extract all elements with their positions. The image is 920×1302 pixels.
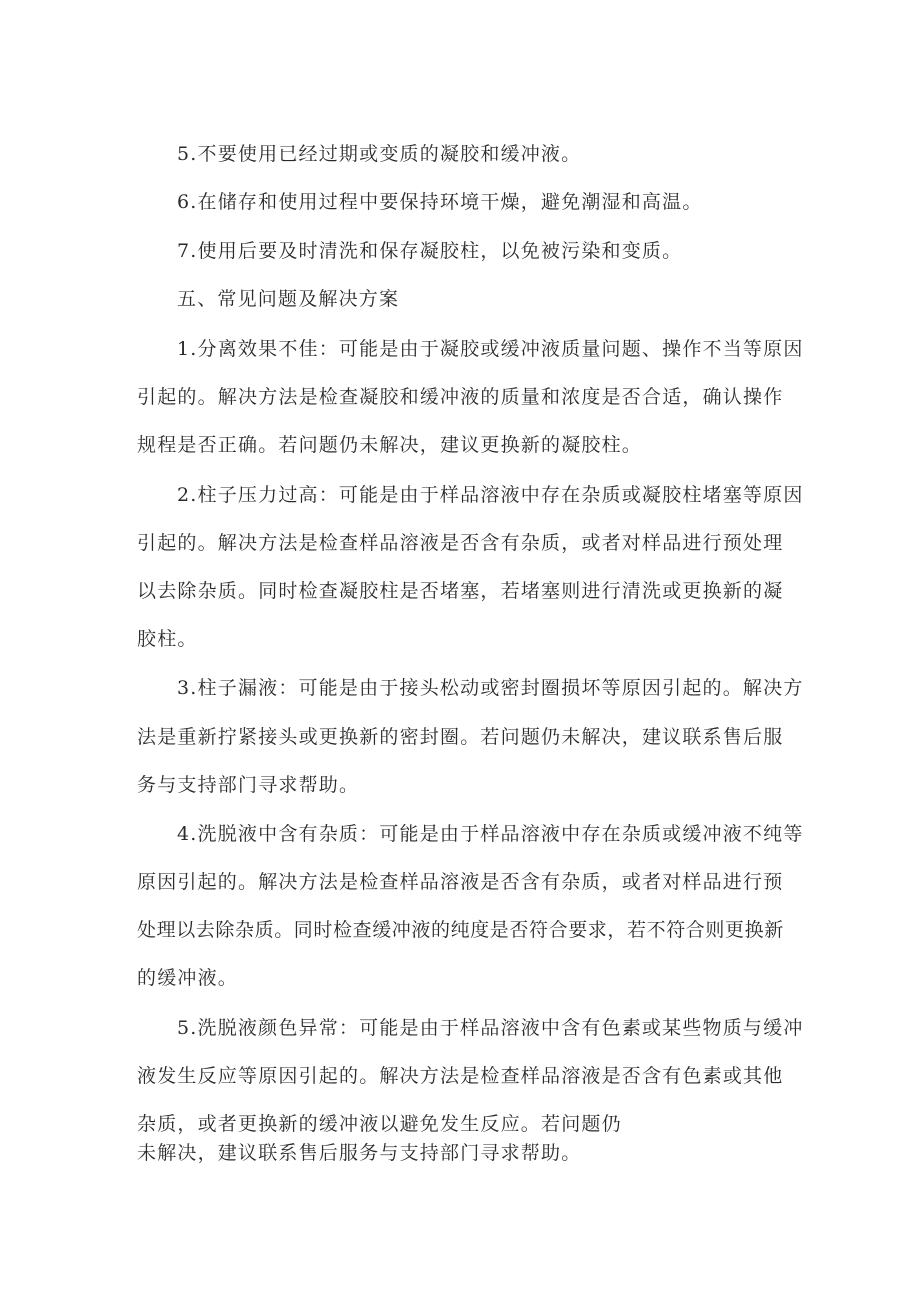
list-item-7-precaution: 7.使用后要及时清洗和保存凝胶柱，以免被污染和变质。 <box>177 240 683 262</box>
problem-5-line-2: 液发生反应等原因引起的。解决方法是检查样品溶液是否含有色素或其他 <box>137 1065 784 1087</box>
problem-5-line-4: 未解决，建议联系售后服务与支持部门寻求帮助。 <box>137 1142 582 1164</box>
problem-2-line-4: 胶柱。 <box>137 628 198 650</box>
problem-2-line-2: 引起的。解决方法是检查样品溶液是否含有杂质，或者对样品进行预处理 <box>137 532 784 554</box>
problem-2-line-3: 以去除杂质。同时检查凝胶柱是否堵塞，若堵塞则进行清洗或更换新的凝 <box>137 580 784 602</box>
problem-3-line-2: 法是重新拧紧接头或更换新的密封圈。若问题仍未解决，建议联系售后服 <box>137 726 784 748</box>
problem-4-line-1: 4.洗脱液中含有杂质：可能是由于样品溶液中存在杂质或缓冲液不纯等 <box>177 823 804 845</box>
problem-4-line-2: 原因引起的。解决方法是检查样品溶液是否含有杂质，或者对样品进行预 <box>137 871 784 893</box>
problem-5-line-3: 杂质，或者更换新的缓冲液以避免发生反应。若问题仍 <box>137 1113 622 1135</box>
problem-4-line-4: 的缓冲液。 <box>137 967 239 989</box>
list-item-6-precaution: 6.在储存和使用过程中要保持环境干燥，避免潮湿和高温。 <box>177 191 703 213</box>
problem-5-line-1: 5.洗脱液颜色异常：可能是由于样品溶液中含有色素或某些物质与缓冲 <box>177 1017 804 1039</box>
problem-1-line-2: 引起的。解决方法是检查凝胶和缓冲液的质量和浓度是否合适，确认操作 <box>137 386 784 408</box>
problem-1-line-1: 1.分离效果不佳：可能是由于凝胶或缓冲液质量问题、操作不当等原因 <box>177 338 804 360</box>
problem-3-line-3: 务与支持部门寻求帮助。 <box>137 774 360 796</box>
section-heading: 五、常见问题及解决方案 <box>177 288 400 310</box>
problem-2-line-1: 2.柱子压力过高：可能是由于样品溶液中存在杂质或凝胶柱堵塞等原因 <box>177 484 804 506</box>
problem-1-line-3: 规程是否正确。若问题仍未解决，建议更换新的凝胶柱。 <box>137 434 643 456</box>
list-item-5-precaution: 5.不要使用已经过期或变质的凝胶和缓冲液。 <box>177 143 582 165</box>
problem-3-line-1: 3.柱子漏液：可能是由于接头松动或密封圈损坏等原因引起的。解决方 <box>177 677 804 699</box>
problem-4-line-3: 处理以去除杂质。同时检查缓冲液的纯度是否符合要求，若不符合则更换新 <box>137 919 784 941</box>
